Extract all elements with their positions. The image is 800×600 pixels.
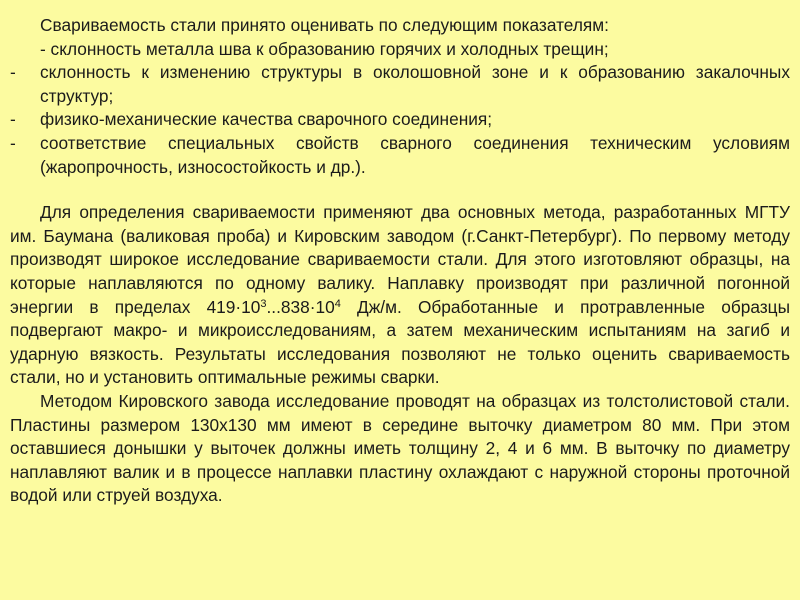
methods-text-end: Дж/м. Обработанные и протравленные образцы подвергают макро- и микроисследованиям, а затем механическим испытаниям на загиб и ударную вязкость. Результаты исследования позволяют не только оценить свариваемость стали, но и установить оптимальные режимы сварки.: [10, 296, 790, 388]
criteria-heading-text: Свариваемость стали принято оценивать по следующим показателям:: [40, 15, 609, 35]
criterion-text: соответствие специальных свойств сварного соединения техническим условиям (жаропрочность, износостойкость и др.).: [40, 132, 790, 177]
slide-content: [10, 14, 790, 525]
methods-text-start: Для определения свариваемости применяют два основных метода, разработанных МГТУ им. Баумана (валиковая проба) и Кировским заводом (г.Санкт-Петербург). По первому методу производят широкое исследование свариваемости стали. Для этого изготовляют образцы, на которые наплавляются по одному валику. Наплавку производят при различной погонной энергии в пределах 419·10: [10, 202, 790, 317]
dash-bullet: -: [10, 62, 16, 83]
exponent-3: 3: [260, 297, 267, 310]
dash-bullet: -: [10, 132, 16, 153]
kirov-method-text: Методом Кировского завода исследование проводят на образцах из толстолистовой стали. Пластины размером 130х130 мм имеют в середине выточку диаметром 80 мм. При этом оставшиеся донышки у выточек должны иметь толщину 2, 4 и 6 мм. В выточку по диаметру наплавляют валик и в процессе наплавки пластину охлаждают с наружной стороны проточной водой или струей воздуха.: [10, 390, 790, 506]
criterion-text: физико-механические качества сварочного соединения;: [40, 109, 493, 130]
dash-bullet: -: [10, 109, 16, 130]
criterion-text: - склонность металла шва к образованию горячих и холодных трещин;: [40, 38, 609, 59]
criteria-heading: [10, 14, 790, 38]
criterion-item-1: [10, 38, 790, 62]
criterion-item-3: [10, 108, 790, 132]
kirov-method-paragraph: [10, 390, 790, 508]
criterion-item-4: [10, 132, 790, 179]
methods-paragraph: [10, 201, 790, 390]
energy-range-middle: ...838·10: [266, 296, 335, 317]
criterion-text: склонность к изменению структуры в околошовной зоне и к образованию закалочных структур;: [40, 62, 790, 106]
exponent-4: 4: [334, 297, 341, 310]
criterion-item-2: [10, 61, 790, 108]
